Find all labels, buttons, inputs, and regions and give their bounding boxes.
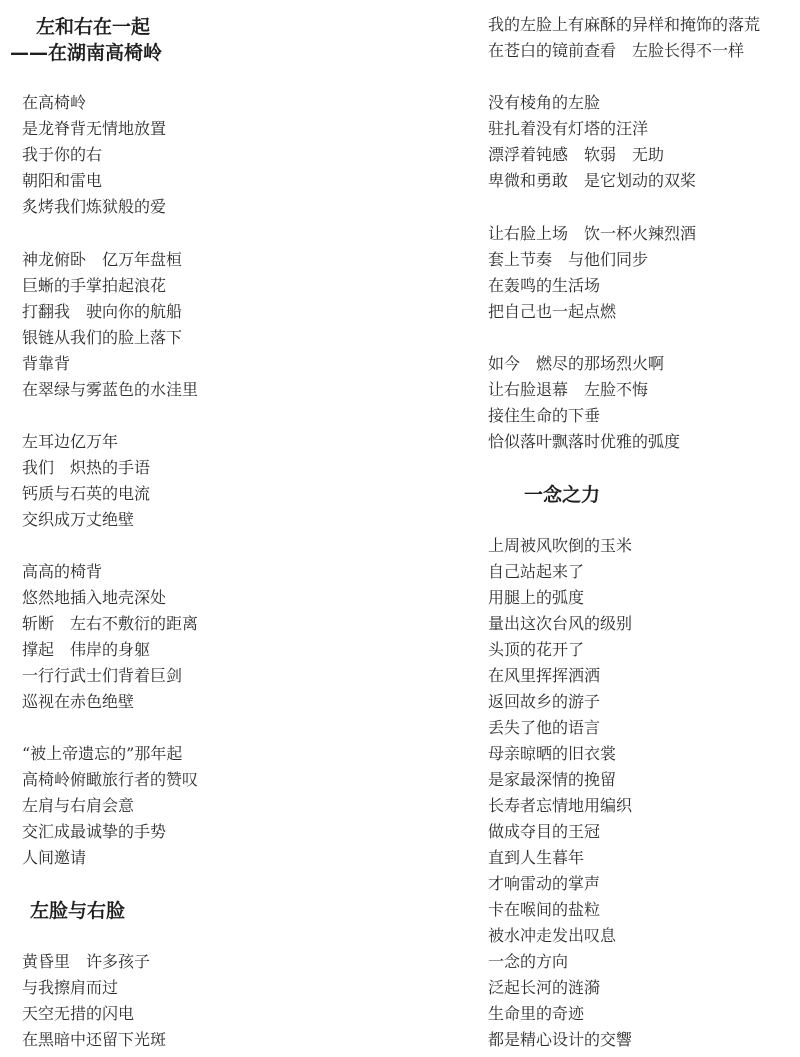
poem-line: 在翠绿与雾蓝色的水洼里 bbox=[22, 380, 199, 399]
poem-line: 在黑暗中还留下光斑 bbox=[22, 1030, 167, 1049]
stanza-left-4 bbox=[22, 559, 198, 715]
poem-line: 被水冲走发出叹息 bbox=[488, 926, 617, 945]
poem-line: 背靠背 bbox=[22, 354, 71, 373]
poem-line: 才响雷动的掌声 bbox=[488, 874, 601, 893]
stanza-right-5 bbox=[488, 533, 632, 1053]
poem-line: 在苍白的镜前查看 左脸长得不一样 bbox=[488, 41, 745, 60]
poem-line: 黄昏里 许多孩子 bbox=[22, 952, 151, 971]
poem-line: 直到人生暮年 bbox=[488, 848, 585, 867]
poem-line: 打翻我 驶向你的航船 bbox=[22, 302, 183, 321]
poem-line: 量出这次台风的级别 bbox=[488, 614, 633, 633]
poem-line: 做成夺目的王冠 bbox=[488, 822, 601, 841]
poem-line: 交汇成最诚挚的手势 bbox=[22, 822, 167, 841]
poem-line: 我们 炽热的手语 bbox=[22, 458, 151, 477]
poem-line: 套上节奏 与他们同步 bbox=[488, 250, 649, 269]
poem-line: 长寿者忘情地用编织 bbox=[488, 796, 633, 815]
poem-line: 泛起长河的涟漪 bbox=[488, 978, 601, 997]
poem-line: 人间邀请 bbox=[22, 848, 87, 867]
poem-line: 在高椅岭 bbox=[22, 93, 87, 112]
poem-line: 丢失了他的语言 bbox=[488, 718, 601, 737]
poem-line: 高高的椅背 bbox=[22, 562, 103, 581]
poem-line: 左肩与右肩会意 bbox=[22, 796, 135, 815]
poem-line: 母亲晾晒的旧衣裳 bbox=[488, 744, 617, 763]
stanza-left-1 bbox=[22, 90, 166, 220]
section-heading: 一念之力 bbox=[524, 484, 601, 506]
poem-line: 交织成万丈绝壁 bbox=[22, 510, 135, 529]
poem-line: 我于你的右 bbox=[22, 145, 103, 164]
poem-line: 巡视在赤色绝壁 bbox=[22, 692, 135, 711]
poem-line: 如今 燃尽的那场烈火啊 bbox=[488, 354, 665, 373]
poem-line: “被上帝遗忘的”那年起 bbox=[22, 744, 183, 763]
poem-line: 是家最深情的挽留 bbox=[488, 770, 617, 789]
poem-line: 让右脸上场 饮一杯火辣烈酒 bbox=[488, 224, 697, 243]
poem-line: 炙烤我们炼狱般的爱 bbox=[22, 197, 167, 216]
poem-line: 用腿上的弧度 bbox=[488, 588, 585, 607]
poem-line: 生命里的奇迹 bbox=[488, 1004, 585, 1023]
stanza-left-2 bbox=[22, 247, 198, 403]
poem-line: 让右脸退幕 左脸不悔 bbox=[488, 380, 649, 399]
poem-line: 漂浮着钝感 软弱 无助 bbox=[488, 145, 665, 164]
stanza-left-5 bbox=[22, 741, 198, 871]
poem-line: 一行行武士们背着巨剑 bbox=[22, 666, 183, 685]
stanza-left-6 bbox=[22, 949, 166, 1053]
poem-line: 神龙俯卧 亿万年盘桓 bbox=[22, 250, 183, 269]
poem-line: 一念的方向 bbox=[488, 952, 569, 971]
poem-line: 没有棱角的左脸 bbox=[488, 93, 601, 112]
poem-line: 恰似落叶飘落时优雅的弧度 bbox=[488, 432, 681, 451]
poem-line: 头顶的花开了 bbox=[488, 640, 585, 659]
poem-line: 在风里挥挥洒洒 bbox=[488, 666, 601, 685]
poem-line: 与我擦肩而过 bbox=[22, 978, 119, 997]
poem-line: 都是精心设计的交響 bbox=[488, 1030, 633, 1049]
poem-line: 天空无措的闪电 bbox=[22, 1004, 135, 1023]
poem-line: 卡在喉间的盐粒 bbox=[488, 900, 601, 919]
poem-line: 上周被风吹倒的玉米 bbox=[488, 536, 633, 555]
poem-subtitle: ——在湖南高椅岭 bbox=[10, 42, 163, 64]
stanza-right-2 bbox=[488, 90, 696, 194]
section-heading: 左脸与右脸 bbox=[30, 900, 126, 922]
stanza-right-1 bbox=[488, 12, 760, 64]
stanza-right-4 bbox=[488, 351, 680, 455]
poem-title: 左和右在一起 bbox=[36, 16, 151, 38]
poem-line: 在轰鸣的生活场 bbox=[488, 276, 601, 295]
poem-line: 朝阳和雷电 bbox=[22, 171, 103, 190]
poem-line: 卑微和勇敢 是它划动的双桨 bbox=[488, 171, 697, 190]
poem-line: 悠然地插入地壳深处 bbox=[22, 588, 167, 607]
poem-line: 斩断 左右不敷衍的距离 bbox=[22, 614, 199, 633]
poem-line: 驻扎着没有灯塔的汪洋 bbox=[488, 119, 649, 138]
poem-line: 是龙脊背无情地放置 bbox=[22, 119, 167, 138]
poem-line: 巨蜥的手掌拍起浪花 bbox=[22, 276, 167, 295]
poem-line: 高椅岭俯瞰旅行者的赞叹 bbox=[22, 770, 199, 789]
poem-line: 接住生命的下垂 bbox=[488, 406, 601, 425]
poem-line: 钙质与石英的电流 bbox=[22, 484, 151, 503]
poem-line: 我的左脸上有麻酥的异样和掩饰的落荒 bbox=[488, 15, 761, 34]
poem-line: 自己站起来了 bbox=[488, 562, 585, 581]
poem-line: 银链从我们的脸上落下 bbox=[22, 328, 183, 347]
poem-line: 撑起 伟岸的身躯 bbox=[22, 640, 151, 659]
poem-line: 左耳边亿万年 bbox=[22, 432, 119, 451]
poem-line: 把自己也一起点燃 bbox=[488, 302, 617, 321]
stanza-left-3 bbox=[22, 429, 150, 533]
stanza-right-3 bbox=[488, 221, 696, 325]
poem-line: 返回故乡的游子 bbox=[488, 692, 601, 711]
